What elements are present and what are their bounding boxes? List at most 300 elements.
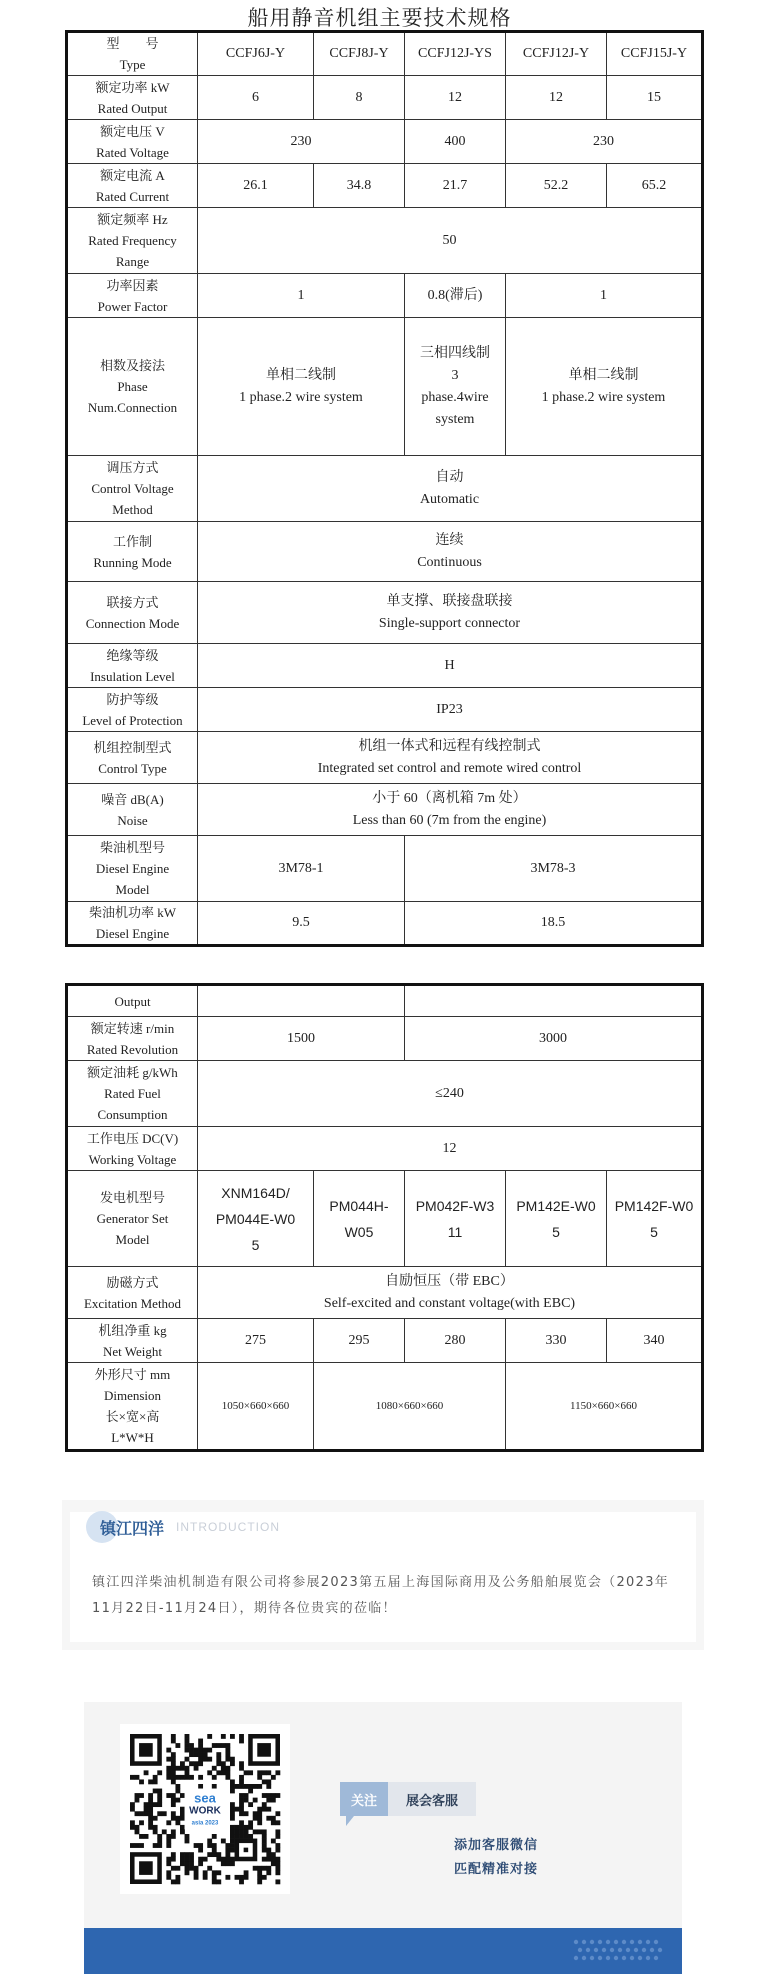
- qr-module: [239, 1766, 244, 1771]
- decoration-dot: [598, 1940, 602, 1944]
- qr-module: [180, 1761, 185, 1766]
- qr-module: [180, 1857, 185, 1862]
- spec-value-line: 230: [593, 133, 614, 149]
- qr-module: [235, 1875, 240, 1880]
- wechat-qr-code[interactable]: [120, 1724, 290, 1894]
- qr-module: [139, 1843, 144, 1848]
- spec-row-label: [67, 318, 198, 456]
- introduction-label: INTRODUCTION: [176, 1520, 281, 1534]
- qr-module: [225, 1766, 230, 1771]
- qr-module: [148, 1807, 153, 1812]
- spec-row: [67, 732, 703, 784]
- qr-module: [216, 1752, 221, 1757]
- spec-value-line: 6: [252, 89, 259, 105]
- qr-module: [257, 1866, 262, 1871]
- spec-value: [198, 1363, 314, 1451]
- spec-label-line: 机组净重 kg: [98, 1322, 167, 1338]
- qr-module: [135, 1829, 140, 1834]
- spec-value: [607, 32, 703, 76]
- spec-value-line: Integrated set control and remote wired control: [317, 760, 582, 776]
- qr-module: [271, 1798, 276, 1803]
- qr-module: [157, 1834, 162, 1839]
- qr-module: [180, 1766, 185, 1771]
- qr-module: [166, 1870, 171, 1875]
- qr-module: [253, 1816, 258, 1821]
- decoration-dot: [646, 1940, 650, 1944]
- qr-module: [194, 1761, 199, 1766]
- spec-label-line: 调压方式: [106, 460, 159, 475]
- qr-module: [144, 1807, 149, 1812]
- spec-value: [198, 1267, 703, 1319]
- qr-module: [153, 1816, 158, 1821]
- spec-value-line: 18.5: [540, 915, 566, 930]
- qr-module: [262, 1807, 267, 1812]
- qr-module: [171, 1775, 176, 1780]
- spec-label-line: Connection Mode: [85, 615, 180, 631]
- spec-value-line: 1: [297, 287, 305, 303]
- qr-module: [166, 1766, 171, 1771]
- qr-module: [271, 1820, 276, 1825]
- qr-module: [180, 1825, 185, 1830]
- qr-module: [221, 1861, 226, 1866]
- spec-value-line: 5: [552, 1223, 560, 1240]
- qr-module: [212, 1852, 217, 1857]
- decoration-dot: [650, 1948, 654, 1952]
- decoration-dot: [574, 1956, 578, 1960]
- spec-label-line: Level of Protection: [82, 712, 183, 728]
- decoration-dot: [658, 1948, 662, 1952]
- spec-table-continued: [65, 983, 704, 1452]
- spec-value-line: system: [435, 411, 475, 427]
- spec-label-line: 工作电压 DC(V): [86, 1130, 179, 1146]
- qr-module: [189, 1775, 194, 1780]
- qr-module: [239, 1875, 244, 1880]
- spec-label-line: Rated Output: [97, 100, 168, 116]
- spec-value-line: 1 phase.2 wire system: [541, 389, 666, 405]
- qr-module: [175, 1798, 180, 1803]
- spec-value-line: 单支撑、联接盘联接: [386, 593, 513, 609]
- spec-label-line: Diesel Engine: [95, 926, 170, 941]
- spec-table-main: [65, 30, 704, 947]
- spec-value: [405, 1017, 703, 1061]
- qr-module: [230, 1779, 235, 1784]
- qr-module: [230, 1757, 235, 1762]
- qr-module: [198, 1743, 203, 1748]
- qr-module: [153, 1802, 158, 1807]
- spec-row-label: [67, 208, 198, 274]
- qr-module: [144, 1770, 149, 1775]
- spec-value: [314, 32, 405, 76]
- qr-module: [198, 1748, 203, 1753]
- qr-module: [275, 1834, 280, 1839]
- spec-value: [198, 456, 703, 522]
- spec-value-line: 连续: [435, 532, 464, 548]
- qr-module: [275, 1829, 280, 1834]
- qr-module: [139, 1793, 144, 1798]
- spec-table-main-body: [67, 32, 703, 946]
- spec-value-line: 1050×660×660: [221, 1400, 290, 1412]
- qr-module: [248, 1770, 253, 1775]
- qr-module: [207, 1843, 212, 1848]
- qr-module: [262, 1802, 267, 1807]
- spec-row-label: [67, 985, 198, 1017]
- qr-module: [175, 1743, 180, 1748]
- qr-module: [266, 1779, 271, 1784]
- contact-hint-line-1: 添加客服微信: [454, 1838, 539, 1853]
- spec-label-line: 长×宽×高: [105, 1409, 160, 1424]
- qr-module: [239, 1793, 244, 1798]
- spec-value-line: Less than 60 (7m from the engine): [352, 812, 547, 828]
- spec-value-line: 机组一体式和远程有线控制式: [358, 738, 541, 754]
- spec-value: [198, 1061, 703, 1127]
- spec-row-label: [67, 732, 198, 784]
- qr-module: [185, 1857, 190, 1862]
- qr-module: [171, 1770, 176, 1775]
- decoration-dot: [590, 1940, 594, 1944]
- qr-module: [166, 1839, 171, 1844]
- qr-module: [162, 1829, 167, 1834]
- spec-label-line: Dimension: [103, 1388, 162, 1403]
- spec-value: [506, 76, 607, 120]
- spec-value: [198, 902, 405, 946]
- spec-value-line: 400: [444, 133, 466, 149]
- spec-label-line: Working Voltage: [88, 1151, 177, 1167]
- qr-module: [166, 1793, 171, 1798]
- qr-module: [244, 1829, 249, 1834]
- qr-module: [162, 1811, 167, 1816]
- spec-value: [405, 32, 506, 76]
- spec-row-label: [67, 32, 198, 76]
- spec-value-line: 5: [650, 1223, 658, 1240]
- qr-module: [166, 1834, 171, 1839]
- spec-value-line: Single-support connector: [378, 615, 521, 631]
- qr-module: [230, 1825, 235, 1830]
- qr-module: [230, 1734, 235, 1739]
- qr-module: [244, 1875, 249, 1880]
- spec-value: [506, 274, 703, 318]
- spec-label-line: 功率因素: [106, 277, 159, 293]
- qr-module: [198, 1752, 203, 1757]
- qr-module: [130, 1825, 135, 1830]
- spec-row: [67, 1127, 703, 1171]
- qr-module: [153, 1843, 158, 1848]
- spec-value-line: 单相二线制: [568, 367, 639, 383]
- qr-module: [257, 1811, 262, 1816]
- spec-value-line: CCFJ12J-Y: [522, 46, 590, 61]
- contact-hint: [454, 1834, 538, 1882]
- qr-module: [253, 1866, 258, 1871]
- qr-module: [153, 1829, 158, 1834]
- spec-value: [405, 902, 703, 946]
- qr-module: [266, 1870, 271, 1875]
- qr-module: [180, 1852, 185, 1857]
- spec-label-line: 联接方式: [106, 594, 159, 610]
- spec-value: [506, 1171, 607, 1267]
- qr-module: [262, 1770, 267, 1775]
- qr-module: [262, 1779, 267, 1784]
- qr-module: [171, 1866, 176, 1871]
- qr-module: [216, 1770, 221, 1775]
- spec-value-line: CCFJ8J-Y: [329, 46, 389, 61]
- spec-label-line: 绝缘等级: [106, 647, 159, 663]
- spec-row-label: [67, 164, 198, 208]
- qr-module: [230, 1802, 235, 1807]
- spec-row-label: [67, 784, 198, 836]
- qr-module: [239, 1807, 244, 1812]
- spec-value-line: 12: [549, 89, 563, 105]
- spec-value-line: 自励恒压（带 EBC）: [385, 1273, 514, 1289]
- spec-value: [198, 784, 703, 836]
- qr-module: [275, 1770, 280, 1775]
- qr-module: [189, 1852, 194, 1857]
- spec-value-line: CCFJ12J-YS: [418, 46, 492, 61]
- qr-module: [185, 1866, 190, 1871]
- decoration-dot: [622, 1940, 626, 1944]
- spec-label-line: 额定电流 A: [100, 167, 165, 183]
- qr-module: [189, 1748, 194, 1753]
- qr-module: [185, 1734, 190, 1739]
- spec-value-line: IP23: [436, 701, 463, 717]
- spec-value: [314, 164, 405, 208]
- qr-module: [180, 1816, 185, 1821]
- spec-label-line: 发电机型号: [99, 1190, 165, 1205]
- qr-logo-text: WORK: [189, 1805, 221, 1817]
- qr-module: [216, 1743, 221, 1748]
- decoration-dot: [646, 1956, 650, 1960]
- qr-module: [175, 1775, 180, 1780]
- qr-module: [271, 1861, 276, 1866]
- qr-module: [275, 1820, 280, 1825]
- spec-value-line: 三相四线制: [420, 345, 490, 361]
- spec-value: [506, 32, 607, 76]
- qr-module: [166, 1775, 171, 1780]
- qr-module: [171, 1752, 176, 1757]
- spec-label-line: 型 号: [106, 36, 159, 51]
- qr-module: [244, 1770, 249, 1775]
- qr-module: [230, 1761, 235, 1766]
- spec-label-line: Running Mode: [93, 554, 172, 570]
- qr-module: [175, 1866, 180, 1871]
- qr-module: [171, 1802, 176, 1807]
- qr-module: [203, 1875, 208, 1880]
- spec-label-line: Model: [115, 1232, 150, 1247]
- qr-module: [216, 1857, 221, 1862]
- spec-row: [67, 985, 703, 1017]
- spec-label-line: Rated Current: [95, 188, 170, 204]
- qr-module: [230, 1789, 235, 1794]
- qr-module: [239, 1829, 244, 1834]
- spec-label-line: 机组控制型式: [93, 739, 172, 755]
- qr-module: [130, 1820, 135, 1825]
- spec-row: [67, 1061, 703, 1127]
- spec-value-line: 15: [647, 89, 661, 105]
- spec-value-line: 26.1: [243, 177, 268, 193]
- qr-module: [266, 1807, 271, 1812]
- qr-module: [157, 1798, 162, 1803]
- qr-module: [157, 1839, 162, 1844]
- qr-module: [235, 1834, 240, 1839]
- qr-module: [171, 1793, 176, 1798]
- qr-module: [171, 1811, 176, 1816]
- qr-module: [257, 1784, 262, 1789]
- decoration-dot: [574, 1940, 578, 1944]
- qr-module: [239, 1775, 244, 1780]
- qr-module: [135, 1775, 140, 1780]
- spec-row: [67, 582, 703, 644]
- qr-module: [225, 1743, 230, 1748]
- qr-module: [235, 1829, 240, 1834]
- qr-module: [185, 1834, 190, 1839]
- qr-module: [235, 1784, 240, 1789]
- qr-module: [203, 1757, 208, 1762]
- spec-row: [67, 318, 703, 456]
- qr-module: [239, 1761, 244, 1766]
- qr-module: [148, 1779, 153, 1784]
- spec-row: [67, 1267, 703, 1319]
- spec-value: [198, 644, 703, 688]
- spec-value-line: 21.7: [442, 177, 468, 193]
- qr-module: [157, 1802, 162, 1807]
- spec-row: [67, 644, 703, 688]
- qr-module: [230, 1843, 235, 1848]
- decoration-dot: [606, 1956, 610, 1960]
- qr-module: [194, 1766, 199, 1771]
- spec-value: [198, 318, 405, 456]
- qr-code-image: [120, 1724, 290, 1894]
- qr-module: [266, 1784, 271, 1789]
- qr-module: [262, 1866, 267, 1871]
- decoration-dot: [582, 1956, 586, 1960]
- introduction-card-inner: [70, 1512, 696, 1642]
- qr-module: [130, 1843, 135, 1848]
- spec-table-continued-body: [67, 985, 703, 1451]
- spec-value: [198, 274, 405, 318]
- qr-module: [166, 1748, 171, 1753]
- spec-value-line: 1150×660×660: [570, 1400, 637, 1412]
- spec-label-line: Num.Connection: [87, 400, 178, 415]
- spec-row: [67, 1017, 703, 1061]
- decoration-dot: [606, 1940, 610, 1944]
- spec-row-label: [67, 522, 198, 582]
- spec-label-line: Model: [115, 882, 150, 897]
- decoration-dot: [582, 1940, 586, 1944]
- qr-module: [207, 1757, 212, 1762]
- qr-module: [221, 1734, 226, 1739]
- dot-pattern-decoration: [572, 1938, 664, 1964]
- spec-row: [67, 120, 703, 164]
- follow-tag: [340, 1782, 476, 1816]
- spec-row: [67, 836, 703, 902]
- qr-module: [144, 1811, 149, 1816]
- footer-bar: [84, 1928, 682, 1974]
- qr-module: [198, 1757, 203, 1762]
- qr-module: [275, 1857, 280, 1862]
- spec-value: [405, 985, 703, 1017]
- qr-module: [225, 1843, 230, 1848]
- qr-module: [257, 1775, 262, 1780]
- spec-row-label: [67, 688, 198, 732]
- qr-module: [225, 1775, 230, 1780]
- spec-row-label: [67, 1267, 198, 1319]
- qr-module: [262, 1793, 267, 1798]
- spec-label-line: Power Factor: [97, 298, 168, 314]
- spec-row: [67, 522, 703, 582]
- spec-value-line: H: [444, 657, 455, 673]
- spec-row-label: [67, 76, 198, 120]
- spec-value: [314, 76, 405, 120]
- spec-value-line: PM142E-W0: [516, 1197, 596, 1214]
- qr-module: [198, 1739, 203, 1744]
- spec-label-line: 噪音 dB(A): [101, 791, 164, 807]
- qr-module: [198, 1775, 203, 1780]
- spec-row: [67, 164, 703, 208]
- spec-value: [198, 582, 703, 644]
- qr-module: [266, 1848, 271, 1853]
- qr-module: [225, 1861, 230, 1866]
- qr-module: [230, 1816, 235, 1821]
- spec-value-line: 3M78-1: [278, 860, 324, 876]
- qr-module: [257, 1879, 262, 1884]
- spec-label-line: Control Voltage: [91, 481, 174, 496]
- spec-value-line: 50: [442, 232, 457, 248]
- qr-module: [175, 1784, 180, 1789]
- qr-module: [216, 1879, 221, 1884]
- qr-module: [225, 1770, 230, 1775]
- spec-value: [405, 318, 506, 456]
- spec-row-label: [67, 1017, 198, 1061]
- qr-module: [212, 1879, 217, 1884]
- qr-module: [207, 1770, 212, 1775]
- qr-module: [248, 1789, 253, 1794]
- qr-module: [257, 1807, 262, 1812]
- qr-module: [216, 1852, 221, 1857]
- qr-module: [180, 1793, 185, 1798]
- qr-module: [171, 1757, 176, 1762]
- introduction-tab: [92, 1510, 294, 1544]
- spec-label-line: Consumption: [97, 1107, 168, 1122]
- qr-module: [148, 1798, 153, 1803]
- qr-module: [244, 1811, 249, 1816]
- company-name: 镇江四洋: [100, 1518, 165, 1538]
- qr-module: [262, 1834, 267, 1839]
- spec-value: [506, 120, 703, 164]
- qr-module: [180, 1811, 185, 1816]
- qr-module: [148, 1825, 153, 1830]
- spec-value: [198, 1171, 314, 1267]
- qr-module: [203, 1857, 208, 1862]
- qr-module: [130, 1802, 135, 1807]
- qr-module: [185, 1743, 190, 1748]
- qr-module: [189, 1866, 194, 1871]
- spec-value-line: PM042F-W3: [415, 1197, 495, 1214]
- qr-module: [171, 1816, 176, 1821]
- qr-module: [185, 1766, 190, 1771]
- qr-module: [225, 1875, 230, 1880]
- spec-title: 船用静音机组主要技术规格: [247, 6, 512, 30]
- decoration-dot: [610, 1948, 614, 1952]
- qr-module: [253, 1829, 258, 1834]
- spec-row: [67, 784, 703, 836]
- qr-module: [262, 1857, 267, 1862]
- spec-label-line: 励磁方式: [106, 1274, 159, 1290]
- spec-label-line: L*W*H: [111, 1430, 154, 1445]
- spec-value-line: Automatic: [419, 491, 480, 507]
- spec-value-line: 280: [444, 1332, 466, 1348]
- qr-module: [175, 1816, 180, 1821]
- spec-row-label: [67, 644, 198, 688]
- qr-module: [239, 1784, 244, 1789]
- spec-label-line: Rated Revolution: [86, 1041, 179, 1057]
